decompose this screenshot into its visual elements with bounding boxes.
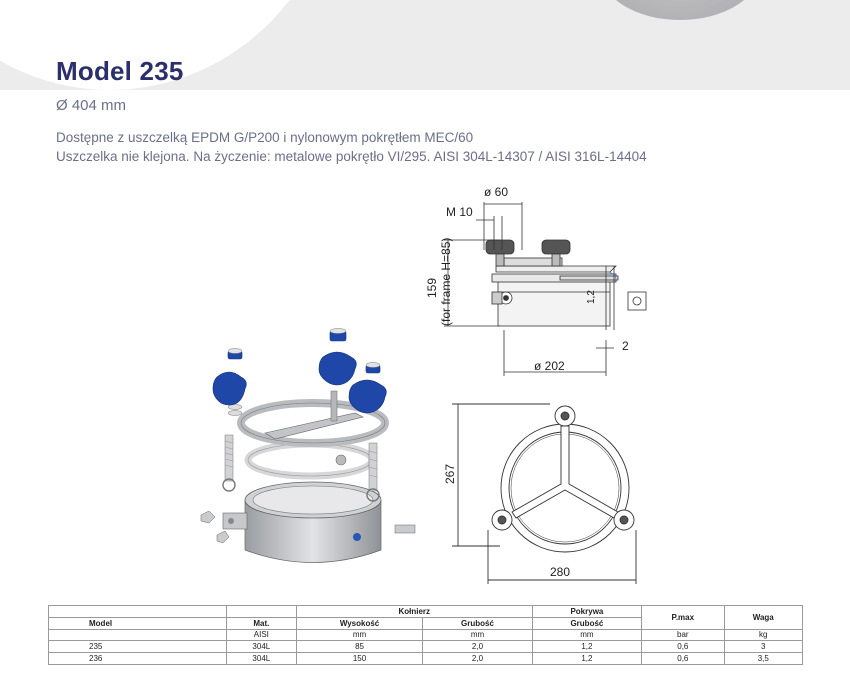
table-row: 236 304L 150 2,0 1,2 0,6 3,5 xyxy=(49,653,803,665)
background-disc xyxy=(600,0,760,20)
dim-thread: M 10 xyxy=(446,205,473,219)
description-line-1: Dostępne z uszczelką EPDM G/P200 i nylonowym pokrętłem MEC/60 xyxy=(56,130,474,145)
table-group-header-row xyxy=(49,606,803,618)
dim-width: 280 xyxy=(550,565,571,579)
description-line-2: Uszczelka nie klejona. Na życzenie: metalowe pokrętło VI/295. AISI 304L-14307 / AISI 316L-14404 xyxy=(56,149,647,164)
table-units-row: AISI mm mm mm bar kg xyxy=(49,629,803,641)
col-header-model: Model xyxy=(49,617,227,629)
group-header-kolnierz: Kołnierz xyxy=(296,606,532,618)
side-view-drawing xyxy=(410,180,670,380)
specification-table xyxy=(48,605,803,665)
dim-base-diameter: ø 202 xyxy=(534,359,565,373)
col-header-pmax: P.max xyxy=(642,606,724,630)
dim-depth: 267 xyxy=(443,463,457,484)
col-header-wysokosc: Wysokość xyxy=(296,617,422,629)
dim-height: 159 xyxy=(425,277,439,298)
product-description xyxy=(56,128,816,166)
col-header-grubosc-kolnierz: Grubość xyxy=(423,617,532,629)
col-header-grubosc-pokrywa: Grubość xyxy=(532,617,641,629)
group-header-pokrywa: Pokrywa xyxy=(532,606,641,618)
page-title: Model 235 xyxy=(56,56,184,86)
dim-knob-diameter: ø 60 xyxy=(484,185,509,199)
unit-aisi: AISI xyxy=(226,629,296,641)
exploded-manhole-assembly-icon xyxy=(195,325,425,570)
col-header-waga: Waga xyxy=(724,606,803,630)
dim-offset: 2 xyxy=(622,339,629,353)
top-view-drawing xyxy=(440,400,650,590)
table-row: 235 304L 85 2,0 1,2 0,6 3 xyxy=(49,641,803,653)
diameter-subtitle: Ø 404 mm xyxy=(56,97,127,114)
col-header-mat: Mat. xyxy=(226,617,296,629)
page-background xyxy=(0,90,850,675)
dim-flange: 1,2 xyxy=(586,290,597,304)
dim-frame-note: (for frame H=85) xyxy=(439,237,453,326)
